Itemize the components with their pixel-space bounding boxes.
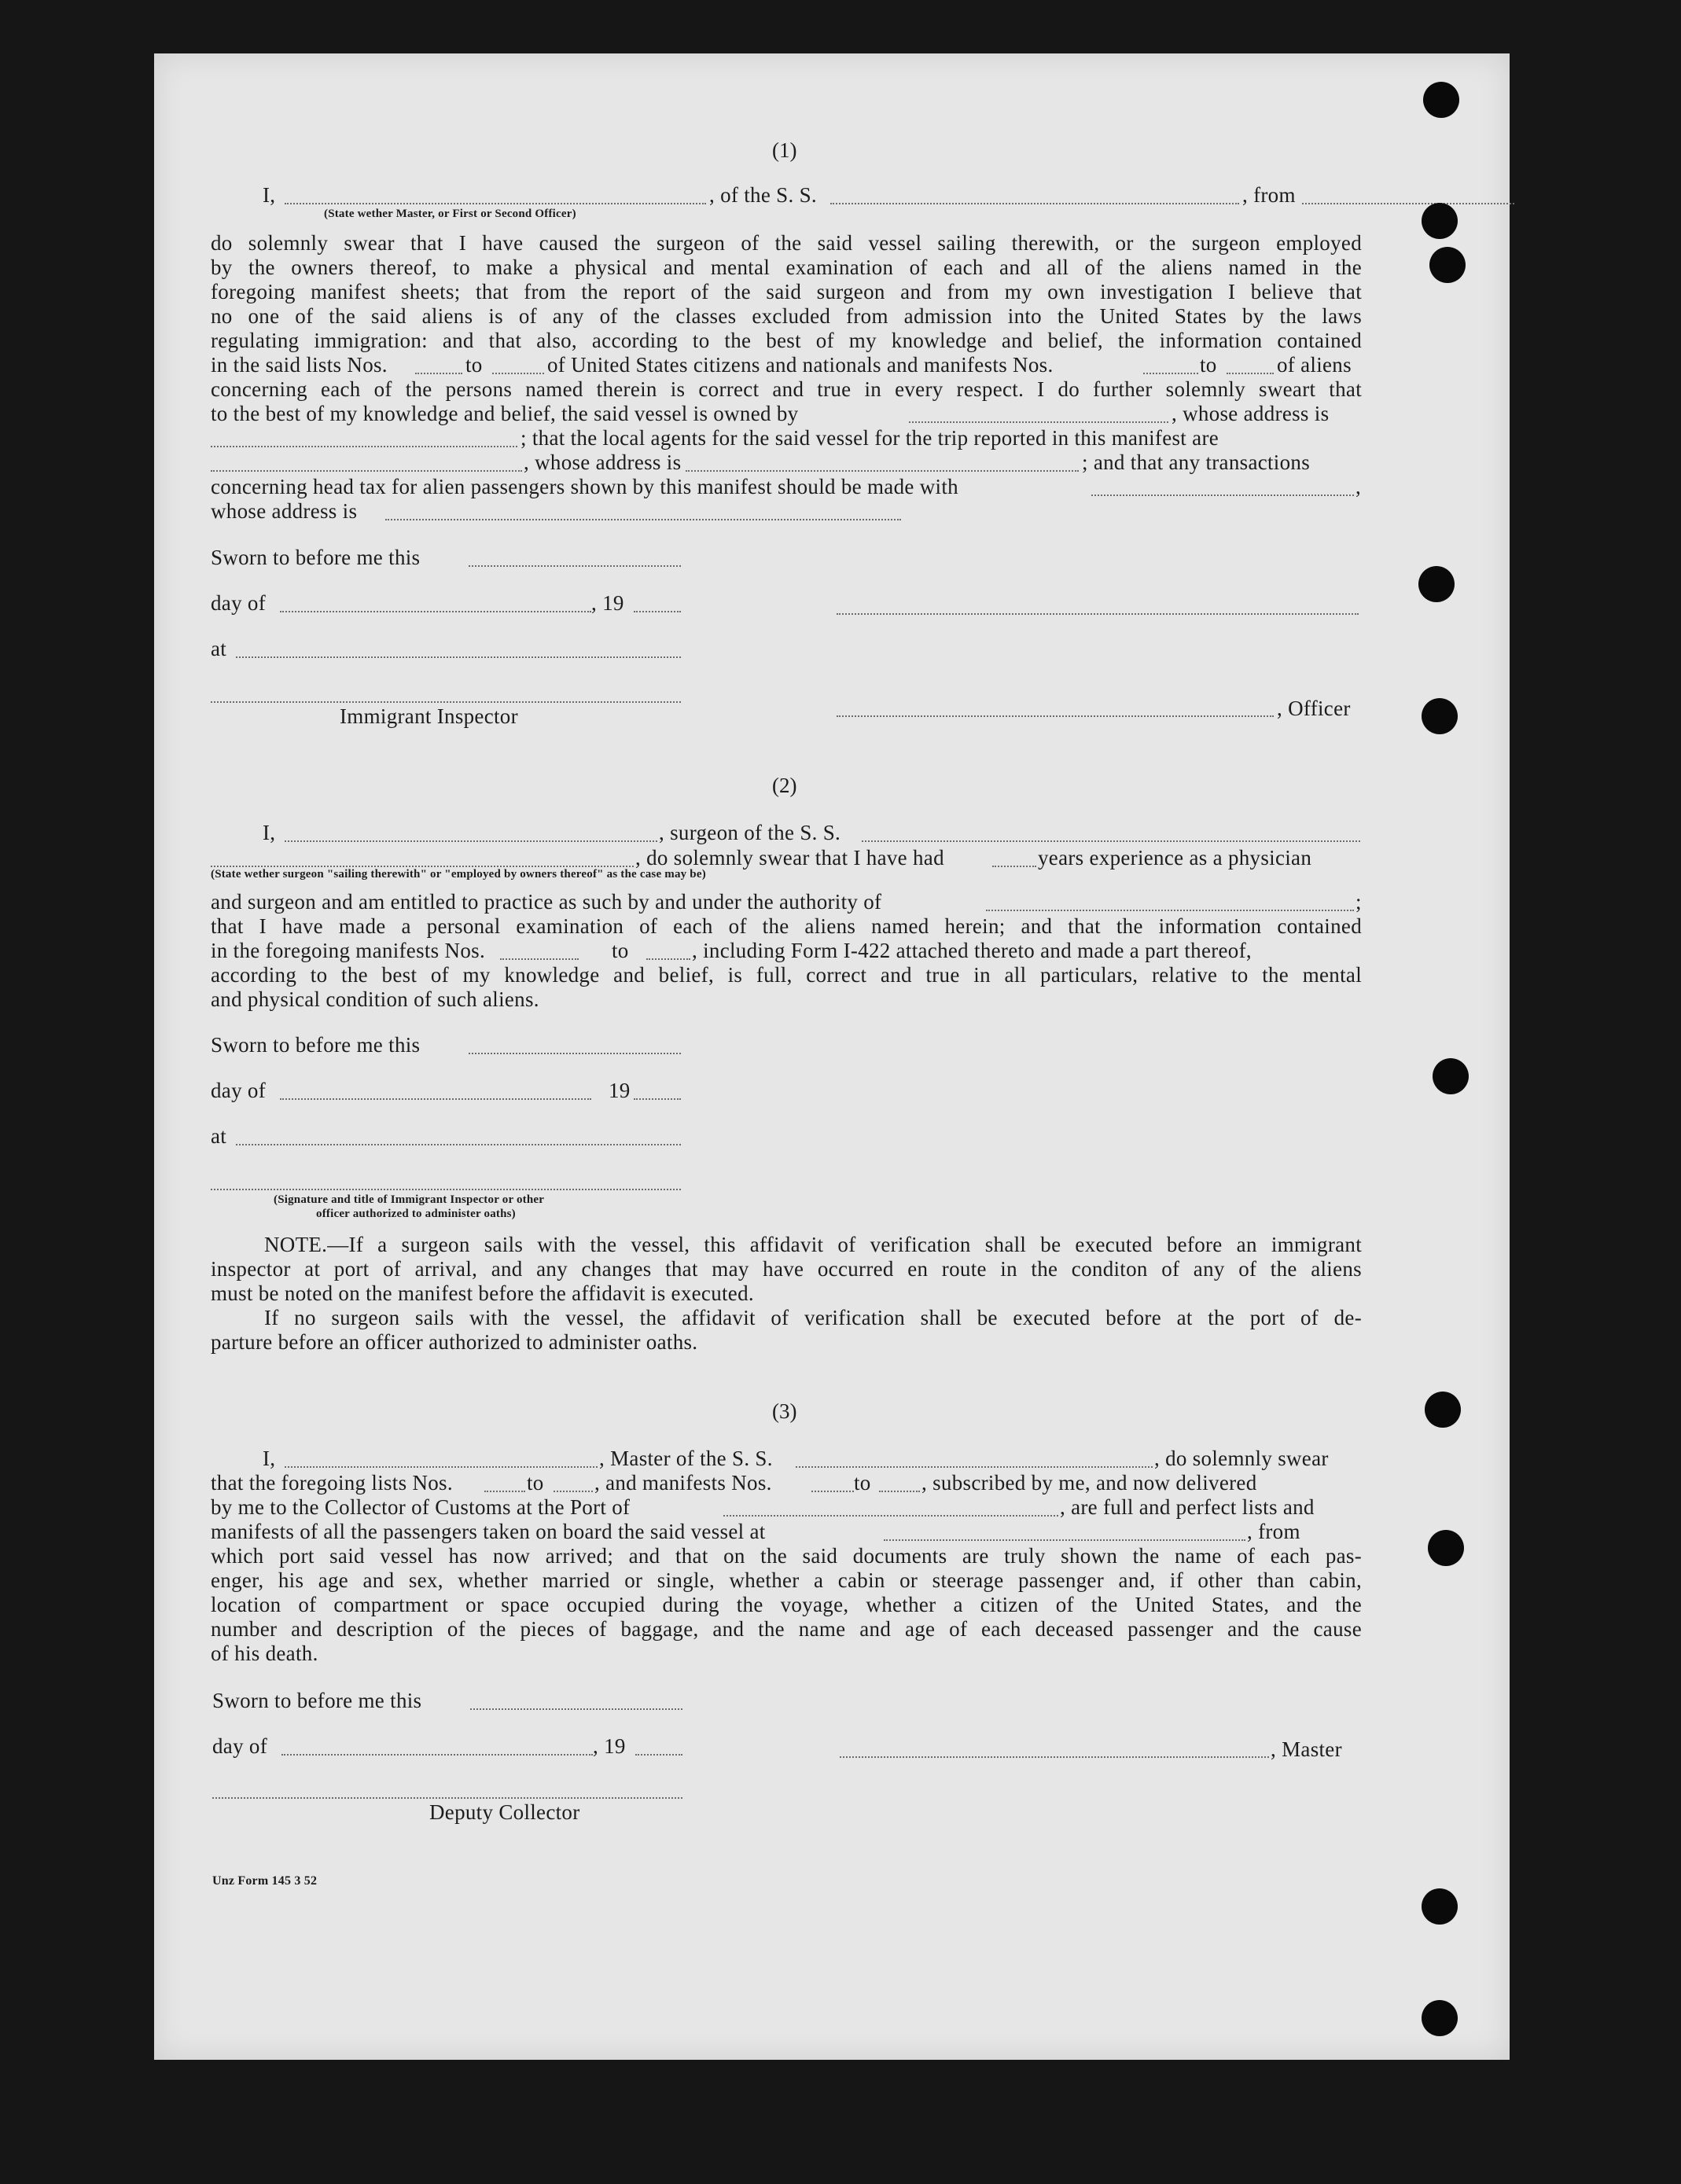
- s1-p11b: ,: [1355, 475, 1362, 498]
- s1-p8b: , whose address is: [1172, 402, 1330, 425]
- s1-headtax-field[interactable]: [1091, 495, 1354, 496]
- s2-sig-note-1: (Signature and title of Immigrant Inspector or other: [274, 1193, 545, 1206]
- s1-lists-to-field[interactable]: [492, 373, 544, 374]
- s3-p3b: , from: [1247, 1520, 1300, 1543]
- s2-manifests-from-field[interactable]: [500, 958, 579, 960]
- s3-day-field[interactable]: [281, 1754, 593, 1756]
- s3-p1b: to: [527, 1471, 544, 1495]
- s1-p6a: in the said lists Nos.: [211, 353, 388, 377]
- s1-p6e: of aliens: [1277, 353, 1352, 377]
- s3-lists-from-field[interactable]: [484, 1491, 525, 1492]
- s1-p10b: ; and that any transactions: [1082, 450, 1311, 474]
- s2-sworn: Sworn to before me this: [211, 1033, 421, 1057]
- s2-note-1: NOTE.—If a surgeon sails with the vessel, this affidavit of verification shall be executed before an immigrant: [264, 1233, 1362, 1256]
- s2-at-field[interactable]: [236, 1144, 681, 1145]
- binder-hole: [1425, 1392, 1461, 1428]
- s2-note-5: parture before an officer authorized to administer oaths.: [211, 1330, 698, 1354]
- s1-sworn: Sworn to before me this: [211, 546, 421, 569]
- s2-day-of: day of: [211, 1079, 267, 1102]
- s2-p5: and physical condition of such aliens.: [211, 987, 539, 1011]
- s2-year: 19: [609, 1079, 631, 1102]
- s1-headtax-address-field[interactable]: [385, 519, 901, 520]
- s1-lists-from-field[interactable]: [415, 373, 462, 374]
- s1-owner-field[interactable]: [909, 421, 1168, 423]
- s1-inspector-label: Immigrant Inspector: [340, 704, 518, 728]
- s3-master-signature-line[interactable]: [840, 1756, 1269, 1758]
- s2-status-note: (State wether surgeon "sailing therewith" or "employed by owners thereof" as the case may be): [211, 868, 706, 881]
- s3-port-field[interactable]: [723, 1515, 1058, 1517]
- s2-p3c: , including Form I-422 attached thereto and made a part thereof,: [692, 939, 1252, 962]
- s2-surgeon-name-field[interactable]: [285, 840, 657, 842]
- s1-agents-address-field[interactable]: [686, 470, 1079, 472]
- s1-signature-line[interactable]: [837, 613, 1359, 615]
- s2-manifests-to-field[interactable]: [646, 958, 690, 960]
- s2-p3a: in the foregoing manifests Nos.: [211, 939, 485, 962]
- s3-p1a: that the foregoing lists Nos.: [211, 1471, 453, 1495]
- s1-para-line5: regulating immigration: and that also, according to the best of my knowledge and belief, the information contained: [211, 329, 1362, 352]
- s1-inspector-line[interactable]: [211, 701, 681, 703]
- s3-p1e: , subscribed by me, and now delivered: [921, 1471, 1257, 1495]
- s1-year: , 19: [591, 591, 624, 615]
- section-3-number: (3): [772, 1399, 797, 1423]
- s1-line1-from: , from: [1242, 183, 1296, 207]
- s3-p6: location of compartment or space occupied during the voyage, whether a citizen of the United States, and the: [211, 1593, 1362, 1616]
- s2-sworn-field[interactable]: [469, 1053, 681, 1054]
- s2-p2: that I have made a personal examination of each of the aliens named herein; and that the information contained: [211, 914, 1362, 938]
- s2-i: I,: [263, 821, 276, 844]
- s3-port-taken-field[interactable]: [884, 1539, 1245, 1541]
- s1-sworn-field[interactable]: [469, 565, 681, 567]
- s3-p2a: by me to the Collector of Customs at the Port of: [211, 1495, 631, 1519]
- s1-officer-line[interactable]: [837, 715, 1274, 717]
- s3-lists-to-field[interactable]: [554, 1491, 593, 1492]
- s3-sworn-field[interactable]: [470, 1708, 682, 1710]
- s2-authority-field[interactable]: [986, 910, 1354, 911]
- s2-note-4: If no surgeon sails with the vessel, the affidavit of verification shall be executed before at the port of de-: [264, 1306, 1362, 1329]
- s3-sworn: Sworn to before me this: [212, 1689, 422, 1712]
- s2-status-field[interactable]: [211, 866, 634, 867]
- s1-para-line7: concerning each of the persons named therein is correct and true in every respect. I do further solemnly sweart that: [211, 377, 1362, 401]
- s1-para-line2: by the owners thereof, to make a physical and mental examination of each and all of the aliens named in the: [211, 256, 1362, 279]
- binder-hole: [1429, 247, 1466, 283]
- s3-p3a: manifests of all the passengers taken on board the said vessel at: [211, 1520, 766, 1543]
- s3-manifests-to-field[interactable]: [879, 1491, 920, 1492]
- s1-p8a: to the best of my knowledge and belief, the said vessel is owned by: [211, 402, 799, 425]
- s1-at-field[interactable]: [236, 656, 681, 658]
- s1-master-field[interactable]: [285, 203, 706, 204]
- s2-day-field[interactable]: [280, 1098, 591, 1100]
- s2-swear: , do solemnly swear that I have had: [635, 846, 944, 870]
- s3-master-field[interactable]: [285, 1466, 598, 1468]
- binder-hole: [1422, 698, 1458, 734]
- s2-year-field[interactable]: [634, 1098, 681, 1100]
- s1-line1-i: I,: [263, 183, 276, 207]
- s3-swear: , do solemnly swear: [1154, 1447, 1329, 1470]
- s3-p4: which port said vessel has now arrived; and that on the said documents are truly shown the name of each pas-: [211, 1544, 1362, 1568]
- s1-line1-of-ss: , of the S. S.: [709, 183, 817, 207]
- s2-p3b: to: [612, 939, 629, 962]
- s1-officer: , Officer: [1277, 697, 1351, 720]
- section-2-number: (2): [772, 774, 797, 797]
- s1-day-of: day of: [211, 591, 267, 615]
- s1-para-line1: do solemnly swear that I have caused the surgeon of the said vessel sailing therewith, or the surgeon employed: [211, 231, 1362, 255]
- s1-p6b: to: [465, 353, 483, 377]
- s1-para-line4: no one of the said aliens is of any of the classes excluded from admission into the United States by the laws: [211, 304, 1362, 328]
- document-page: [154, 53, 1510, 2060]
- s3-master: , Master: [1271, 1737, 1342, 1761]
- s2-at: at: [211, 1124, 227, 1148]
- s1-p10a: , whose address is: [524, 450, 682, 474]
- s1-agents-field[interactable]: [211, 470, 522, 472]
- s3-p5: enger, his age and sex, whether married or single, whether a cabin or steerage passenger and, if other than cabin,: [211, 1568, 1362, 1592]
- s3-year-field[interactable]: [635, 1754, 682, 1756]
- s3-p1c: , and manifests Nos.: [594, 1471, 772, 1495]
- s1-p12: whose address is: [211, 499, 358, 523]
- s2-years-field[interactable]: [992, 866, 1036, 867]
- form-number: Unz Form 145 3 52: [212, 1874, 318, 1888]
- s1-p11: concerning head tax for alien passengers shown by this manifest should be made with: [211, 475, 958, 498]
- section-1-number: (1): [772, 138, 797, 162]
- s1-p6d: to: [1200, 353, 1217, 377]
- s1-owner-address-field[interactable]: [211, 446, 517, 447]
- s1-at: at: [211, 637, 227, 660]
- s1-from-field[interactable]: [1302, 203, 1514, 204]
- s1-manifests-from-field[interactable]: [1143, 373, 1198, 374]
- s2-ship-field[interactable]: [862, 840, 1360, 842]
- binder-hole: [1423, 82, 1459, 118]
- binder-hole: [1433, 1058, 1469, 1094]
- s2-sig-note-2: officer authorized to administer oaths): [316, 1208, 516, 1220]
- s1-p6c: of United States citizens and nationals and manifests Nos.: [547, 353, 1054, 377]
- s3-collector-line[interactable]: [212, 1797, 682, 1799]
- binder-hole: [1422, 203, 1458, 239]
- s1-year-field[interactable]: [634, 611, 681, 612]
- s3-i: I,: [263, 1447, 276, 1470]
- s1-manifests-to-field[interactable]: [1227, 373, 1274, 374]
- s2-signature-line[interactable]: [211, 1189, 681, 1190]
- s1-day-field[interactable]: [280, 611, 591, 612]
- s3-manifests-from-field[interactable]: [811, 1491, 854, 1492]
- binder-hole: [1422, 1888, 1458, 1925]
- s2-p1b: ;: [1355, 890, 1362, 914]
- s3-p7: number and description of the pieces of baggage, and the name and age of each deceased passenger and the cause: [211, 1617, 1362, 1641]
- s3-master-of: , Master of the S. S.: [599, 1447, 773, 1470]
- s3-collector-label: Deputy Collector: [429, 1800, 580, 1824]
- s2-note-3: must be noted on the manifest before the affidavit is executed.: [211, 1281, 754, 1305]
- s3-ship-field[interactable]: [796, 1466, 1153, 1468]
- s1-officer-note: (State wether Master, or First or Second Officer): [324, 208, 576, 220]
- binder-hole: [1422, 2000, 1458, 2036]
- s2-years: years experience as a physician: [1038, 846, 1312, 870]
- s1-p9: ; that the local agents for the said vessel for the trip reported in this manifest are: [520, 426, 1219, 450]
- s3-p1d: to: [854, 1471, 871, 1495]
- s3-p8: of his death.: [211, 1642, 318, 1665]
- s1-para-line3: foregoing manifest sheets; that from the report of the said surgeon and from my own investigation I believe that: [211, 280, 1362, 303]
- binder-hole: [1418, 566, 1455, 602]
- s3-day-of: day of: [212, 1734, 268, 1758]
- s2-note-2: inspector at port of arrival, and any changes that may have occurred en route in the conditon of any of the aliens: [211, 1257, 1362, 1281]
- s2-p1: and surgeon and am entitled to practice as such by and under the authority of: [211, 890, 882, 914]
- s2-surgeon-of: , surgeon of the S. S.: [659, 821, 841, 844]
- s2-p4: according to the best of my knowledge and belief, is full, correct and true in all particulars, relative to the mental: [211, 963, 1362, 987]
- s3-p2b: , are full and perfect lists and: [1060, 1495, 1315, 1519]
- s3-year: , 19: [593, 1734, 626, 1758]
- binder-hole: [1428, 1530, 1464, 1566]
- s1-ship-field[interactable]: [830, 203, 1239, 204]
